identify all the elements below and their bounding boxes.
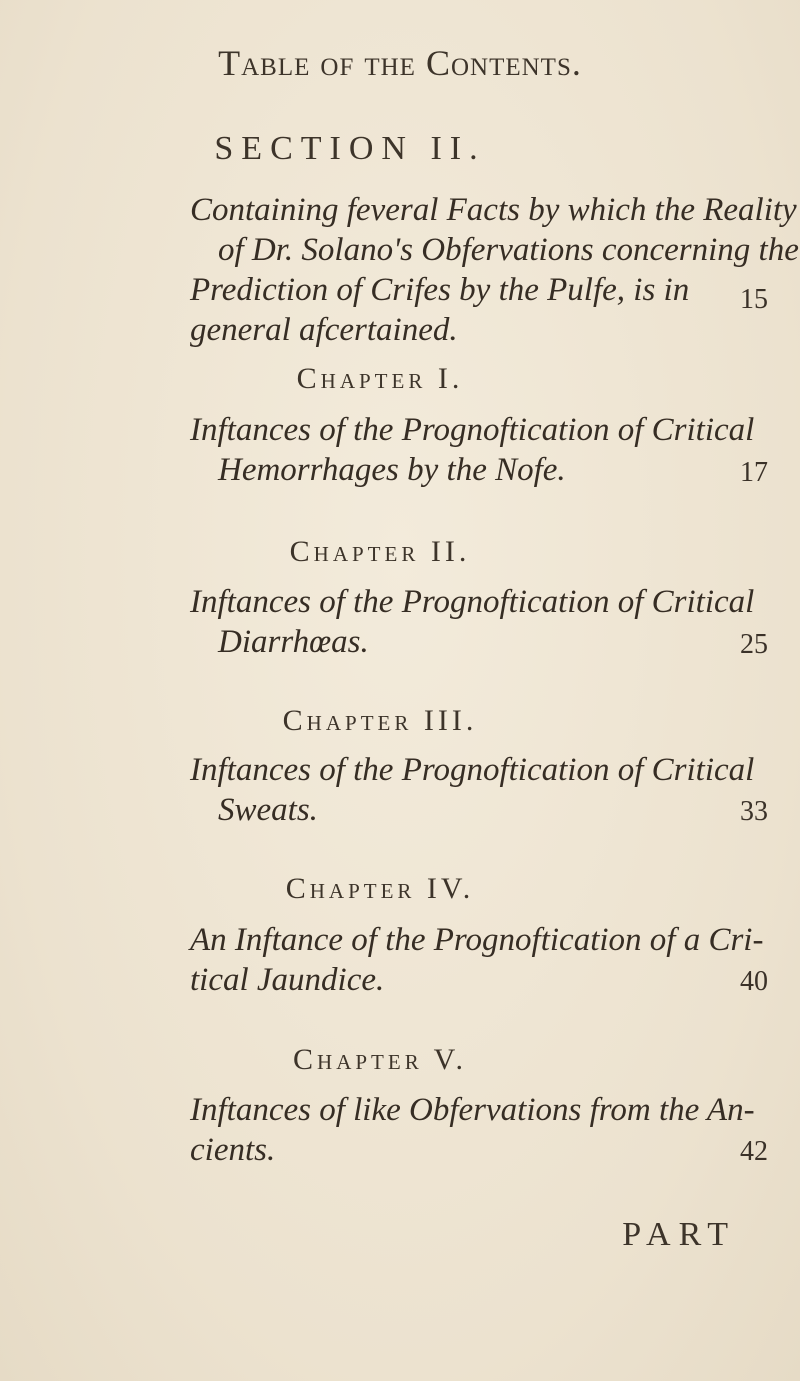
page-number: 42: [740, 1136, 768, 1167]
chapter-description: [190, 920, 770, 1000]
chapter-description: [190, 750, 770, 830]
section-description: [190, 190, 799, 350]
chapter-desc-line: Inftances of like Obfervations from the An-: [190, 1092, 755, 1128]
chapter-desc-line: Sweats.: [218, 792, 318, 828]
chapter-desc-line: Hemorrhages by the Nofe.: [218, 452, 566, 488]
chapter-desc-line: cients.: [190, 1132, 276, 1168]
chapter-description: [190, 1090, 770, 1170]
chapter-desc-line: Inftances of the Prognoftication of Critical: [190, 584, 755, 620]
section-desc-line: general afcertained.: [190, 312, 458, 348]
chapter-description: [190, 410, 770, 490]
page-number: 17: [740, 457, 768, 488]
chapter-heading: Chapter I.: [296, 362, 464, 395]
chapter-heading: Chapter V.: [293, 1043, 467, 1076]
chapter-heading: Chapter II.: [289, 535, 471, 568]
catchword: PART: [622, 1216, 736, 1253]
page-number: 25: [740, 629, 768, 660]
chapter-desc-line: tical Jaundice.: [190, 962, 385, 998]
chapter-desc-line: An Inftance of the Prognoftication of a Cri-: [190, 922, 764, 958]
chapter-description: [190, 582, 770, 662]
chapter-desc-line: Inftances of the Prognoftication of Critical: [190, 752, 755, 788]
running-head: Table of the Contents.: [218, 43, 582, 83]
section-desc-line: Prediction of Crifes by the Pulfe, is in: [190, 272, 690, 308]
section-title: SECTION II.: [214, 130, 486, 167]
chapter-desc-line: Inftances of the Prognoftication of Critical: [190, 412, 755, 448]
page-number: 15: [740, 284, 768, 315]
chapter-desc-line: Diarrhœas.: [218, 624, 369, 660]
section-desc-line: Containing feveral Facts by which the Reality: [190, 192, 797, 228]
page-number: 33: [740, 796, 768, 827]
page-number: 40: [740, 966, 768, 997]
chapter-heading: Chapter IV.: [285, 872, 475, 905]
section-desc-line: of Dr. Solano's Obfervations concerning the: [218, 232, 799, 268]
chapter-heading: Chapter III.: [282, 704, 478, 737]
